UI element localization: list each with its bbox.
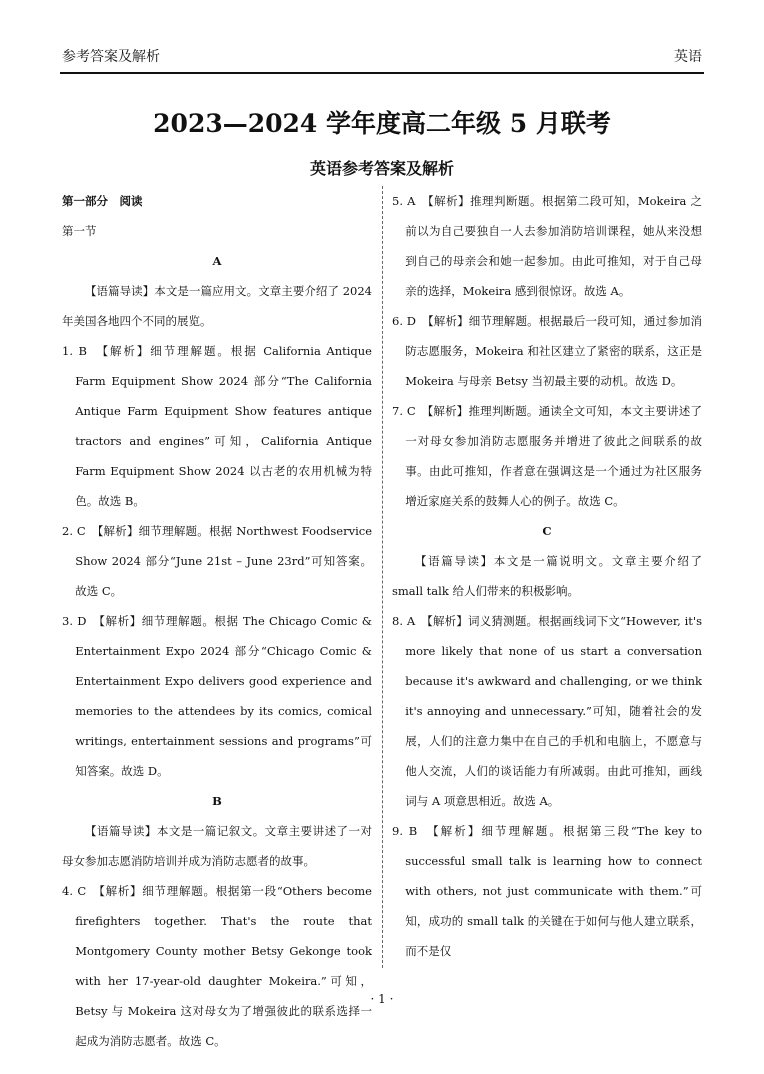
page-number: · 1 · [370,992,394,1006]
paragraph: 7. C 【解析】推理判断题。通读全文可知，本文主要讲述了一对母女参加消防志愿服务并增进了彼此之间联系的故事。由此可推知，作者意在强调这是一个通过为社区服务增近家庭关系的鼓舞人心的例子。故选 C。 [392,404,702,508]
paragraph: 第一节 [62,224,97,238]
paragraph: 3. D 【解析】细节理解题。根据 The Chicago Comic & Entertainment Expo 2024 部分“Chicago Comic & Entertainment Expo delivers good experience and memories to the attendees by its comics, comical writings, entertainment sessions and programs”可知答案。故选 D。 [62,614,372,778]
paragraph: 2. C 【解析】细节理解题。根据 Northwest Foodservice Show 2024 部分“June 21st – June 23rd”可知答案。故选 C。 [62,524,372,598]
right-column [392,186,702,966]
left-column [62,186,372,1056]
paragraph: 【语篇导读】本文是一篇说明文。文章主要介绍了 small talk 给人们带来的积极影响。 [392,554,702,598]
column-divider [382,186,383,968]
header-right: 英语 [674,49,702,65]
paragraph: 【语篇导读】本文是一篇应用文。文章主要介绍了 2024 年美国各地四个不同的展览。 [62,284,372,328]
paragraph: 8. A 【解析】词义猜测题。根据画线词下文“However, it's more likely that none of us start a conversation because it's awkward and challenging, or we think it's annoying and unnecessary.”可知，随着社会的发展，人们的注意力集中在自己的手机和电脑上，不愿意与他人交流，人们的谈话能力有所减弱。由此可推知，画线词与 A 项意思相近。故选 A。 [392,614,702,808]
header-rule [60,72,704,74]
page-subtitle: 英语参考答案及解析 [309,159,454,178]
paragraph: C [542,524,552,538]
paragraph: B [212,794,222,808]
paragraph: A [212,254,222,268]
paragraph: 1. B 【解析】细节理解题。根据 California Antique Farm Equipment Show 2024 部分“The California Antique Farm Equipment Show features antique tractors and engines”可知，California Antique Farm Equipment Show 2024 以古老的农用机械为特色。故选 B。 [62,344,372,508]
page-title: 2023—2024 学年度高二年级 5 月联考 [153,109,611,138]
paragraph: 【语篇导读】本文是一篇记叙文。文章主要讲述了一对母女参加志愿消防培训并成为消防志愿者的故事。 [62,824,372,868]
paragraph: 9. B 【解析】细节理解题。根据第三段“The key to successful small talk is learning how to connect with others, not just communicate with them.”可知，成功的 small talk 的关键在于如何与他人建立联系，而不是仅 [392,824,702,958]
header-left: 参考答案及解析 [62,49,160,65]
paragraph: 4. C 【解析】细节理解题。根据第一段“Others become firefighters together. That's the route that Montgomery County mother Betsy Gekonge took with her 17-year-old daughter Mokeira.”可知，Betsy 与 Mokeira 这对母女为了增强彼此的联系选择一起成为消防志愿者。故选 C。 [62,884,372,1048]
paragraph: 6. D 【解析】细节理解题。根据最后一段可知，通过参加消防志愿服务，Mokeira 和社区建立了紧密的联系，这正是 Mokeira 与母亲 Betsy 当初最主要的动机。故选 D。 [392,314,702,388]
paragraph: 5. A 【解析】推理判断题。根据第二段可知，Mokeira 之前以为自己要独自一人去参加消防培训课程，她从来没想到自己的母亲会和她一起参加。由此可推知，对于自己母亲的选择，Mokeira 感到很惊讶。故选 A。 [392,194,702,298]
paragraph: 第一部分 阅读 [62,194,143,208]
